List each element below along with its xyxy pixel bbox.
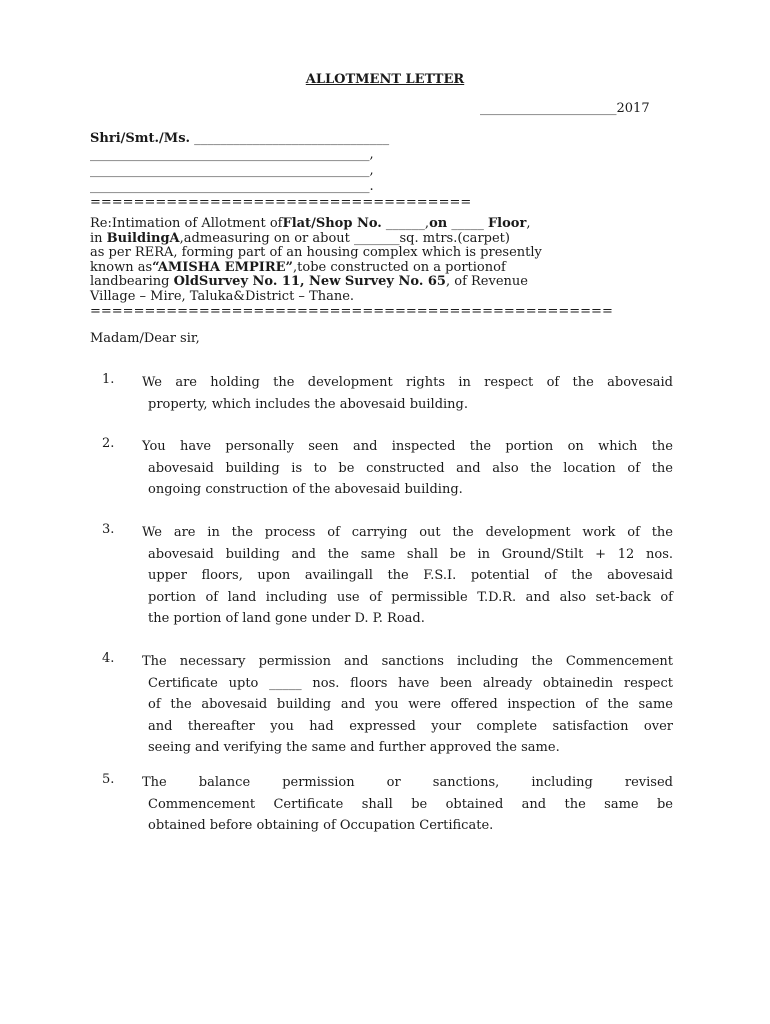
- separator-text: ================================================: [90, 303, 613, 319]
- document-title: ALLOTMENT LETTER: [305, 72, 465, 87]
- subject-text: ,admeasuring on or about _______sq. mtrs.(carpet): [179, 230, 510, 246]
- item-line: and thereafter you had expressed your complete satisfaction over: [148, 718, 673, 734]
- item-line: Certificate upto _____ nos. floors have been already obtainedin respect: [148, 675, 673, 691]
- address-line-2: ___________________________________________,: [90, 147, 374, 162]
- address-separator: ===================================: [90, 195, 472, 210]
- item-line: seeing and verifying the same and further approved the same.: [148, 740, 560, 755]
- subject-text: , of Revenue: [445, 274, 528, 290]
- survey-numbers: OldSurvey No. 11, New Survey No. 65: [173, 274, 446, 290]
- item-number: 5.: [102, 772, 115, 787]
- list-item: [90, 372, 673, 415]
- list-item: [90, 772, 673, 837]
- subject-line: [90, 261, 690, 276]
- list-item: [90, 651, 673, 759]
- subject-text: in: [90, 230, 107, 246]
- subject-bold: Flat/Shop No.: [282, 216, 382, 231]
- item-line: the portion of land gone under D. P. Road.: [148, 611, 425, 626]
- address-line-4: ___________________________________________.: [90, 179, 374, 194]
- item-line: portion of land including use of permissible T.D.R. and also set-back of: [148, 589, 673, 605]
- subject-bold: on: [429, 216, 448, 231]
- subject-text: ______,: [381, 216, 430, 231]
- subject-line: [90, 232, 690, 247]
- subject-block: [90, 217, 690, 319]
- addressee-label: Shri/Smt./Ms.: [90, 131, 191, 146]
- subject-separator: [90, 305, 690, 320]
- date-line: _____________________2017: [480, 101, 650, 116]
- addressee-block: [90, 131, 690, 211]
- item-line: property, which includes the abovesaid building.: [148, 396, 469, 412]
- project-name: “AMISHA EMPIRE”: [152, 259, 294, 275]
- subject-line: [90, 217, 690, 232]
- item-number: 3.: [102, 522, 115, 537]
- subject-line: [90, 290, 690, 305]
- subject-text: Re:Intimation of Allotment of: [90, 216, 283, 231]
- subject-text: landbearing: [90, 274, 174, 290]
- item-line: obtained before obtaining of Occupation Certificate.: [148, 818, 494, 833]
- item-line: You have personally seen and inspected the portion on which the: [142, 439, 673, 454]
- subject-bold: BuildingA: [106, 230, 180, 246]
- list-item: [90, 522, 673, 630]
- item-line: ongoing construction of the abovesaid building.: [148, 482, 463, 497]
- subject-text: as per RERA, forming part of an housing complex which is presently: [90, 245, 542, 261]
- item-line: We are holding the development rights in respect of the abovesaid: [142, 375, 673, 390]
- subject-text: ,tobe constructed on a portionof: [293, 259, 506, 275]
- address-line-3: ___________________________________________,: [90, 163, 374, 178]
- item-line: Commencement Certificate shall be obtained and the same be: [148, 796, 673, 812]
- item-line: We are in the process of carrying out the development work of the: [142, 525, 673, 540]
- item-line: The necessary permission and sanctions including the Commencement: [142, 654, 673, 669]
- subject-line: [90, 275, 690, 290]
- subject-text: Village – Mire, Taluka&District – Thane.: [90, 288, 355, 304]
- subject-text: known as: [90, 259, 153, 275]
- subject-bold: Floor: [487, 216, 527, 231]
- salutation: Madam/Dear sir,: [90, 331, 200, 346]
- item-number: 4.: [102, 651, 115, 666]
- item-line: abovesaid building and the same shall be in Ground/Stilt + 12 nos.: [148, 546, 673, 562]
- addressee-name-blank: ______________________________: [190, 131, 390, 146]
- item-line: abovesaid building is to be constructed and also the location of the: [148, 460, 673, 476]
- item-number: 1.: [102, 372, 115, 387]
- list-item: [90, 436, 673, 501]
- item-number: 2.: [102, 436, 115, 451]
- subject-line: [90, 246, 690, 261]
- subject-text: ,: [526, 216, 531, 231]
- item-line: The balance permission or sanctions, including revised: [142, 775, 673, 790]
- item-line: upper floors, upon availingall the F.S.I. potential of the abovesaid: [148, 568, 673, 583]
- item-line: of the abovesaid building and you were offered inspection of the same: [148, 697, 673, 712]
- subject-text: _____: [447, 216, 488, 231]
